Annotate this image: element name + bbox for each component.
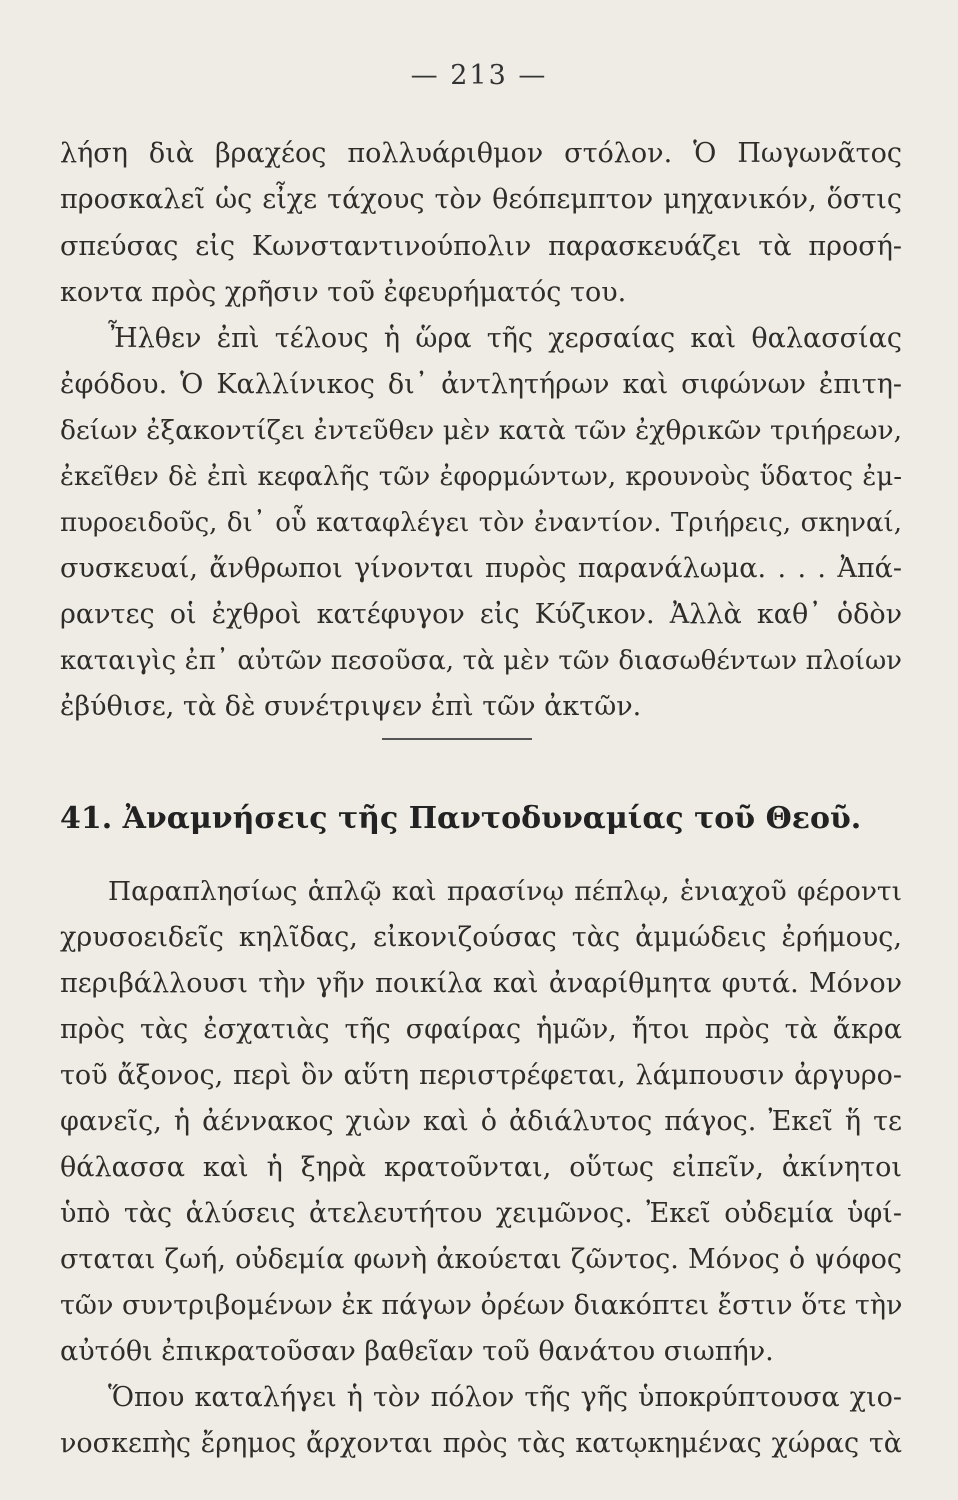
text-line: φανεῖς, ἡ ἀέννακος χιὼν καὶ ὁ ἀδιάλυτος πάγος. Ἐκεῖ ἥ τε [60, 1106, 902, 1137]
text-line: ἐβύθισε, τὰ δὲ συνέτριψεν ἐπὶ τῶν ἀκτῶν. [60, 691, 642, 722]
text-line: δείων ἐξακοντίζει ἐντεῦθεν μὲν κατὰ τῶν ἐχθρικῶν τριήρεων, [60, 415, 902, 446]
text-line: ὑπὸ τὰς ἁλύσεις ἀτελευτήτου χειμῶνος. Ἐκεῖ οὐδεμία ὑφί- [60, 1198, 902, 1229]
text-line: τῶν συντριβομένων ἐκ πάγων ὀρέων διακόπτει ἔστιν ὅτε τὴν [60, 1290, 903, 1321]
text-line: ραντες οἱ ἐχθροὶ κατέφυγον εἰς Κύζικον. Ἀλλὰ καθ᾽ ὁδὸν [60, 599, 902, 630]
text-line: συσκευαί, ἄνθρωποι γίνονται πυρὸς παρανάλωμα. . . . Ἀπά- [60, 553, 902, 584]
text-line: κοντα πρὸς χρῆσιν τοῦ ἐφευρήματός του. [60, 277, 627, 308]
text-line: καταιγὶς ἐπ᾽ αὐτῶν πεσοῦσα, τὰ μὲν τῶν διασωθέντων πλοίων [60, 646, 902, 676]
text-line: σταται ζωή, οὐδεμία φωνὴ ἀκούεται ζῶντος. Μόνος ὁ ψόφος [60, 1244, 902, 1275]
text-line: ἐφόδου. Ὁ Καλλίνικος δι᾽ ἀντλητήρων καὶ σιφώνων ἐπιτη- [60, 369, 902, 400]
page-number: — 213 — [410, 60, 548, 91]
text-line: περιβάλλουσι τὴν γῆν ποικίλα καὶ ἀναρίθμητα φυτά. Μόνον [60, 968, 902, 999]
text-line: τοῦ ἄξονος, περὶ ὃν αὕτη περιστρέφεται, λάμπουσιν ἀργυρο- [60, 1060, 902, 1091]
paragraph-first-line: Παραπλησίως ἁπλῷ καὶ πρασίνῳ πέπλῳ, ἑνιαχοῦ φέροντι [108, 876, 902, 907]
text-line: αὐτόθι ἐπικρατοῦσαν βαθεῖαν τοῦ θανάτου σιωπήν. [60, 1336, 774, 1367]
text-line: πυροειδοῦς, δι᾽ οὗ καταφλέγει τὸν ἐναντίον. Τριήρεις, σκηναί, [60, 508, 902, 538]
text-line: χρυσοειδεῖς κηλῖδας, εἰκονιζούσας τὰς ἀμμώδεις ἐρήμους, [60, 922, 902, 953]
paragraph-first-line: Ὅπου καταλήγει ἡ τὸν πόλον τῆς γῆς ὑποκρύπτουσα χιο- [108, 1382, 902, 1413]
text-line: σπεύσας εἰς Κωνσταντινούπολιν παρασκευάζει τὰ προσή- [60, 231, 902, 262]
section-divider [382, 738, 532, 740]
text-line: λήση διὰ βραχέος πολλυάριθμον στόλον. Ὁ Πωγωνᾶτος [60, 138, 902, 169]
section-heading: 41. Ἀναμνήσεις τῆς Παντοδυναμίας τοῦ Θεοῦ. [60, 801, 862, 836]
text-line: ἐκεῖθεν δὲ ἐπὶ κεφαλῆς τῶν ἐφορμώντων, κρουνοὺς ὕδατος ἐμ- [60, 462, 902, 492]
text-line: θάλασσα καὶ ἡ ξηρὰ κρατοῦνται, οὕτως εἰπεῖν, ἀκίνητοι [60, 1152, 902, 1183]
paragraph-first-line: Ἦλθεν ἐπὶ τέλους ἡ ὥρα τῆς χερσαίας καὶ θαλασσίας [108, 323, 902, 354]
text-line: προσκαλεῖ ὡς εἶχε τάχους τὸν θεόπεμπτον μηχανικόν, ὅστις [60, 184, 902, 215]
text-line: πρὸς τὰς ἐσχατιὰς τῆς σφαίρας ἡμῶν, ἤτοι πρὸς τὰ ἄκρα [60, 1014, 902, 1045]
text-line: νοσκεπὴς ἔρημος ἄρχονται πρὸς τὰς κατῳκημένας χώρας τὰ [60, 1428, 902, 1459]
